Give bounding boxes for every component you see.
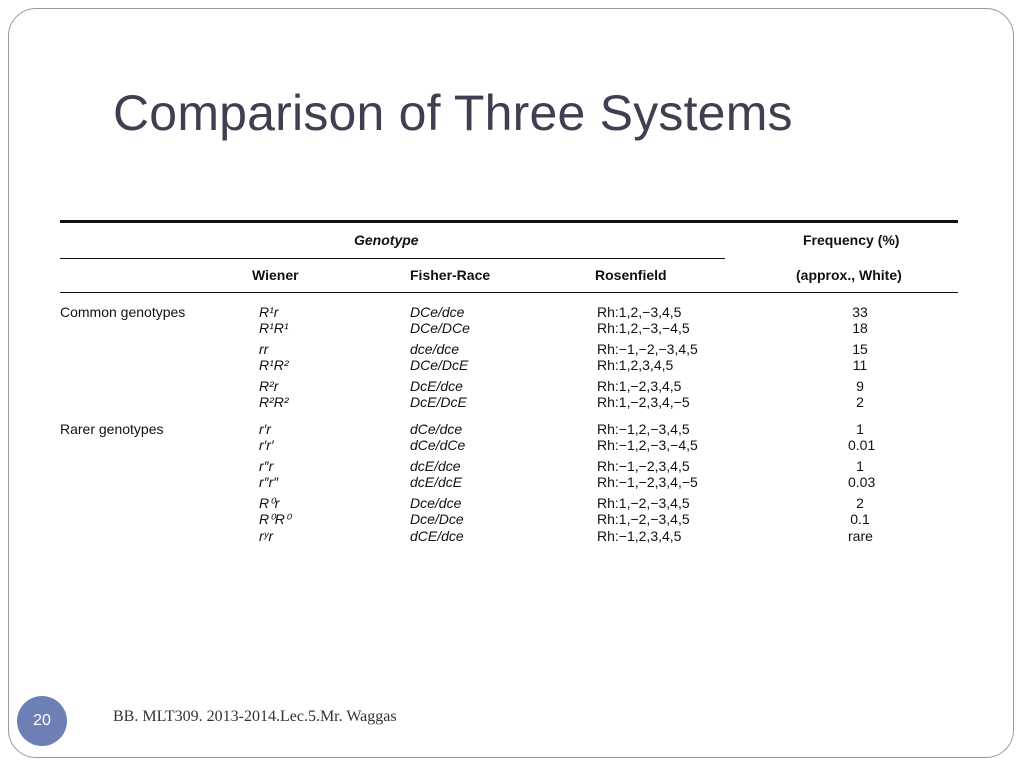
rosenfield-cell: Rh:1,−2,3,4,5 xyxy=(597,378,682,394)
group-label-rarer: Rarer genotypes xyxy=(60,421,164,437)
frequency-cell: 2 xyxy=(856,394,864,410)
rosenfield-cell: Rh:−1,2,−3,4,5 xyxy=(597,421,690,437)
frequency-cell: 9 xyxy=(856,378,864,394)
frequency-cell: 18 xyxy=(852,320,868,336)
genotype-comparison-table xyxy=(60,220,960,550)
wiener-cell: rʸr xyxy=(259,528,274,544)
wiener-header: Wiener xyxy=(252,267,299,283)
frequency-cell: 33 xyxy=(852,304,868,320)
wiener-cell: R⁰r xyxy=(259,495,280,511)
wiener-cell: R⁰R⁰ xyxy=(259,511,291,527)
rosenfield-cell: Rh:1,−2,−3,4,5 xyxy=(597,495,690,511)
slide-title: Comparison of Three Systems xyxy=(113,85,793,141)
rosenfield-cell: Rh:−1,2,3,4,5 xyxy=(597,528,682,544)
fisher-race-cell: dCe/dce xyxy=(410,421,463,437)
frequency-cell: 0.03 xyxy=(848,474,876,490)
fisher-race-header: Fisher-Race xyxy=(410,267,491,283)
fisher-race-cell: dce/dce xyxy=(410,341,460,357)
rosenfield-cell: Rh:−1,−2,−3,4,5 xyxy=(597,341,698,357)
fisher-race-cell: DcE/dce xyxy=(410,378,463,394)
wiener-cell: R¹r xyxy=(259,304,279,320)
genotype-group-rule xyxy=(60,258,725,259)
fisher-race-cell: DCe/dce xyxy=(410,304,465,320)
rosenfield-header: Rosenfield xyxy=(595,267,667,283)
rosenfield-cell: Rh:−1,2,−3,−4,5 xyxy=(597,437,698,453)
fisher-race-cell: dcE/dce xyxy=(410,458,461,474)
fisher-race-cell: Dce/dce xyxy=(410,495,462,511)
table-header-rule xyxy=(60,292,958,293)
frequency-cell: 0.1 xyxy=(850,511,870,527)
frequency-cell: 11 xyxy=(852,357,868,373)
frequency-cell: 15 xyxy=(852,341,868,357)
rosenfield-cell: Rh:1,2,−3,4,5 xyxy=(597,304,682,320)
frequency-cell: 2 xyxy=(856,495,864,511)
frequency-cell: 1 xyxy=(856,421,864,437)
frequency-cell: 0.01 xyxy=(848,437,876,453)
frequency-cell: 1 xyxy=(856,458,864,474)
fisher-race-cell: Dce/Dce xyxy=(410,511,464,527)
wiener-cell: R²r xyxy=(259,378,279,394)
wiener-cell: rr xyxy=(259,341,269,357)
fisher-race-cell: DCe/DCe xyxy=(410,320,470,336)
wiener-cell: R¹R¹ xyxy=(259,320,289,336)
rosenfield-cell: Rh:1,2,−3,−4,5 xyxy=(597,320,690,336)
frequency-header: Frequency (%) xyxy=(803,232,900,248)
wiener-cell: r″r xyxy=(259,458,274,474)
rosenfield-cell: Rh:−1,−2,3,4,−5 xyxy=(597,474,698,490)
fisher-race-cell: DCe/DcE xyxy=(410,357,469,373)
wiener-cell: R²R² xyxy=(259,394,289,410)
slide-footer: BB. MLT309. 2013-2014.Lec.5.Mr. Waggas xyxy=(113,708,397,725)
fisher-race-cell: DcE/DcE xyxy=(410,394,467,410)
fisher-race-cell: dCE/dce xyxy=(410,528,464,544)
wiener-cell: R¹R² xyxy=(259,357,289,373)
frequency-cell: rare xyxy=(848,528,873,544)
wiener-cell: r′r′ xyxy=(259,437,274,453)
genotype-header: Genotype xyxy=(354,232,419,248)
rosenfield-cell: Rh:1,−2,3,4,−5 xyxy=(597,394,690,410)
wiener-cell: r″r″ xyxy=(259,474,279,490)
group-label-common: Common genotypes xyxy=(60,304,186,320)
rosenfield-cell: Rh:1,2,3,4,5 xyxy=(597,357,674,373)
rosenfield-cell: Rh:1,−2,−3,4,5 xyxy=(597,511,690,527)
wiener-cell: r′r xyxy=(259,421,271,437)
rosenfield-cell: Rh:−1,−2,3,4,5 xyxy=(597,458,690,474)
approx-white-header: (approx., White) xyxy=(796,267,902,283)
table-top-rule xyxy=(60,220,958,223)
fisher-race-cell: dcE/dcE xyxy=(410,474,463,490)
fisher-race-cell: dCe/dCe xyxy=(410,437,466,453)
page-number-badge: 20 xyxy=(17,696,67,746)
